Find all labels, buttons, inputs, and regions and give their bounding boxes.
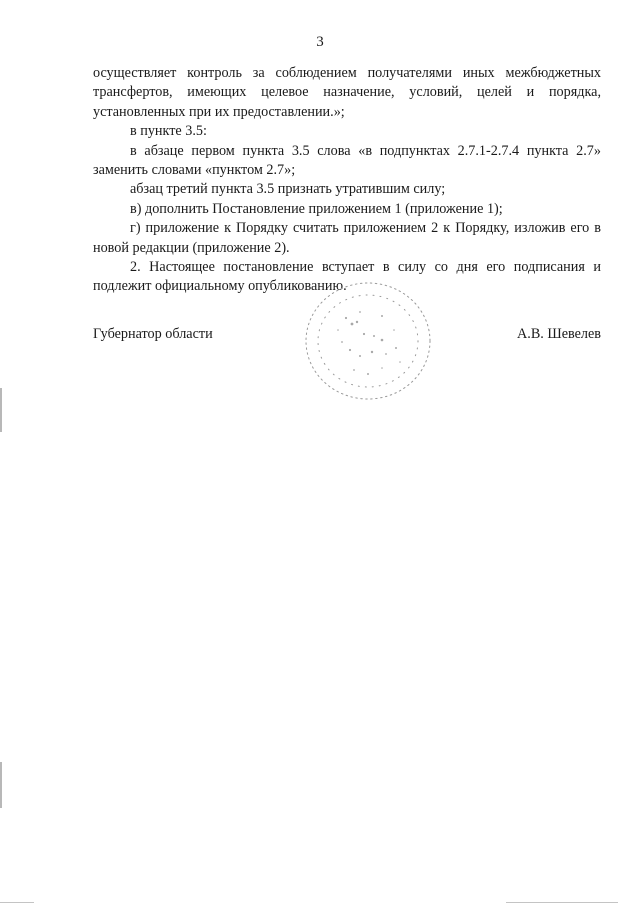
signatory-title: Губернатор области xyxy=(93,326,213,342)
scan-edge-mark-bottom xyxy=(0,762,2,808)
official-seal-stamp xyxy=(302,278,434,404)
scan-bottom-line-right xyxy=(506,902,618,903)
paragraph-6: г) приложение к Порядку считать приложением 2 к Порядку, изложив его в новой редакции (приложение 2). xyxy=(93,220,601,256)
paragraph-1: осуществляет контроль за соблюдением получателями иных межбюджетных трансфертов, имеющих целевое назначение, условий, целей и порядка, установленных при их предоставлении.»; xyxy=(93,65,601,120)
page-number: 3 xyxy=(316,34,324,50)
body-text xyxy=(93,64,601,297)
paragraph-4: абзац третий пункта 3.5 признать утратившим силу; xyxy=(130,181,446,198)
signatory-name: А.В. Шевелев xyxy=(517,326,601,342)
paragraph-7: 2. Настоящее постановление вступает в силу со дня его подписания и подлежит официальному опубликованию. xyxy=(93,259,601,295)
scan-bottom-line-left xyxy=(0,902,34,903)
scan-edge-mark-top xyxy=(0,388,2,432)
paragraph-5: в) дополнить Постановление приложением 1 (приложение 1); xyxy=(130,200,503,217)
paragraph-3: в абзаце первом пункта 3.5 слова «в подпунктах 2.7.1-2.7.4 пункта 2.7» заменить словами «пунктом 2.7»; xyxy=(93,142,601,179)
paragraph-2: в пункте 3.5: xyxy=(130,123,207,140)
